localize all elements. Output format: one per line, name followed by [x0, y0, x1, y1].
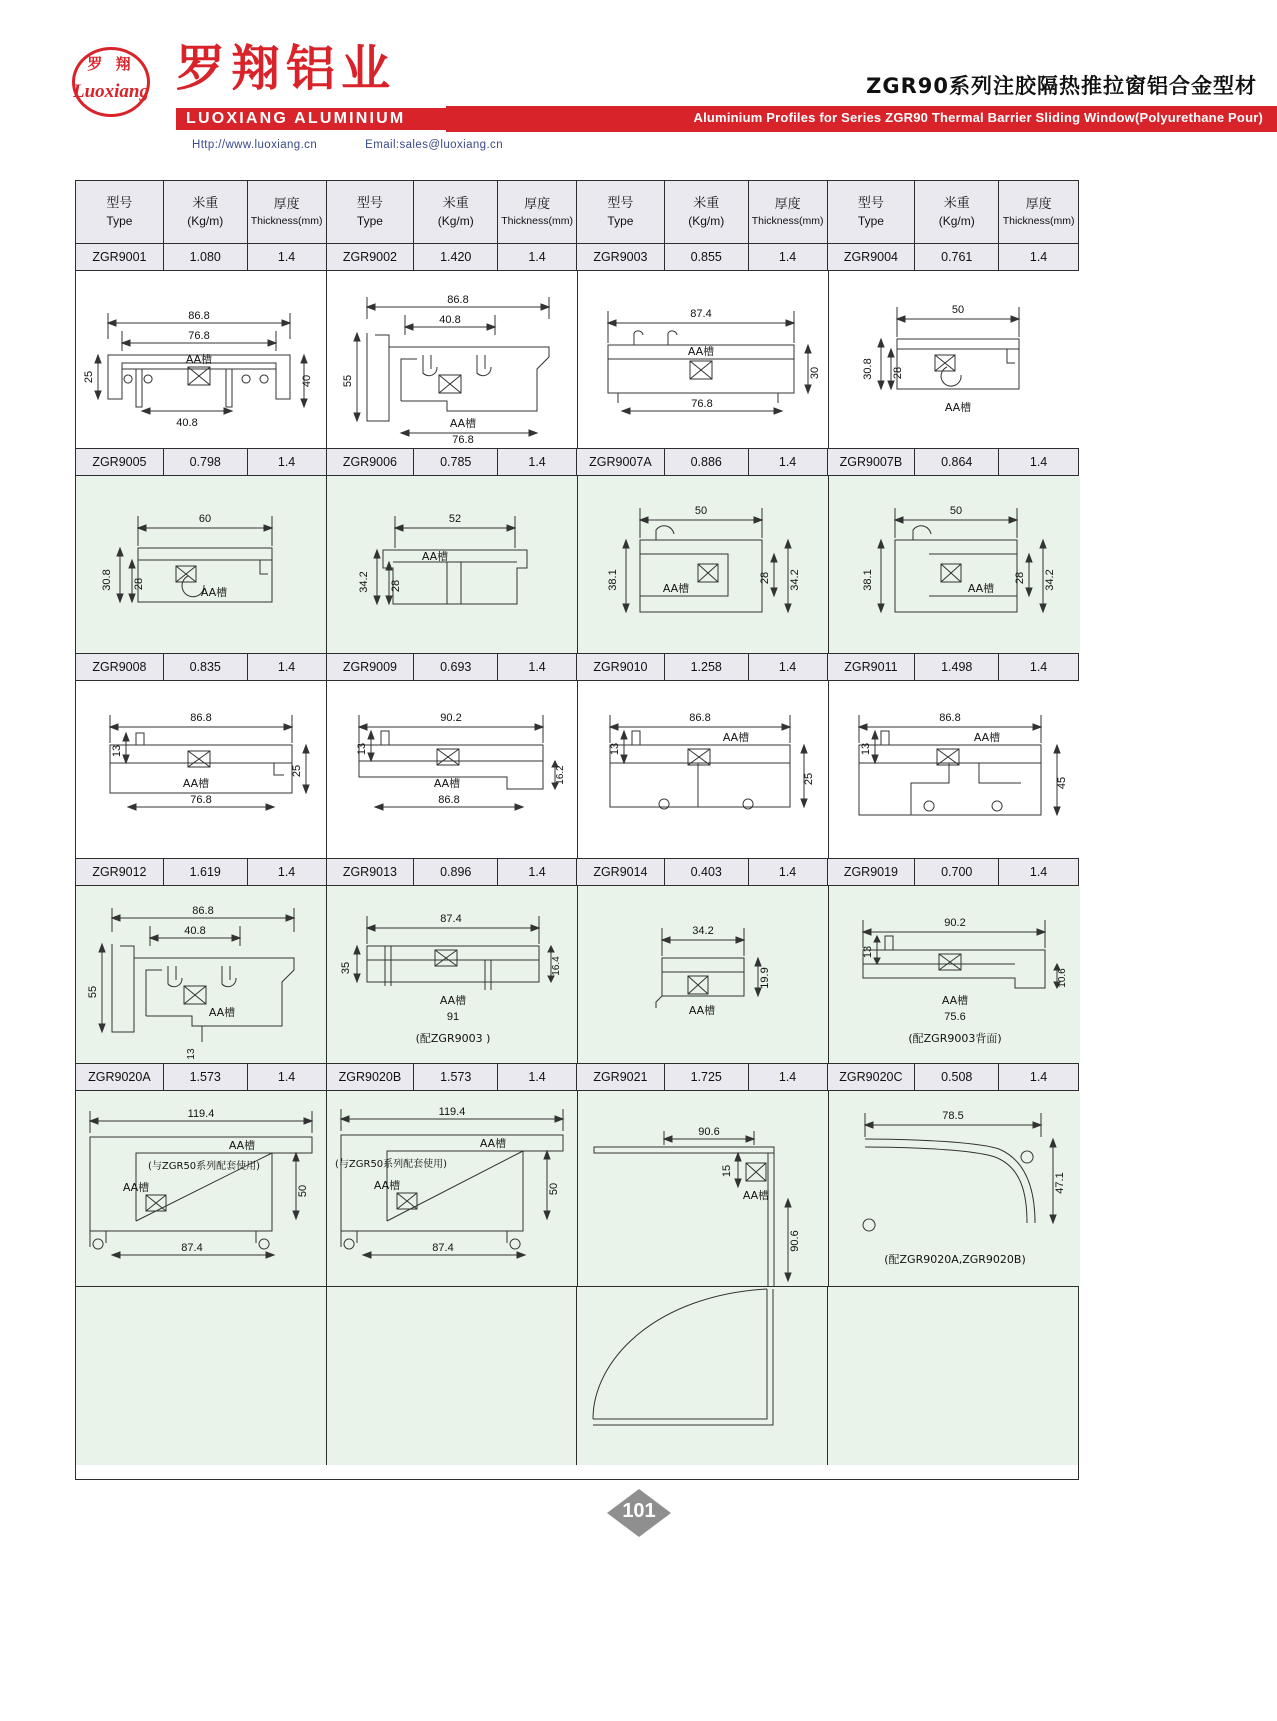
spec-type: ZGR9007A: [577, 449, 665, 475]
figure-cell-zgr9020a: [76, 1091, 327, 1286]
spec-weight: 0.785: [414, 449, 498, 475]
logo-pinyin-text: Luoxiang: [72, 81, 150, 102]
dim-label: 28: [133, 577, 145, 591]
dim-label: 86.8: [939, 712, 961, 724]
spec-thickness: 1.4: [749, 449, 828, 475]
dim-label: 76.8: [452, 434, 474, 446]
dim-label: 87.4: [432, 1242, 454, 1254]
companion-note: (与ZGR50系列配套使用): [148, 1161, 261, 1172]
dim-label: 86.8: [190, 712, 212, 724]
companion-note: (配ZGR9020A,ZGR9020B): [884, 1253, 1026, 1266]
table-header-row: [76, 181, 1078, 244]
figure-cell-zgr9012: [76, 886, 327, 1063]
header-weight-3: [665, 181, 749, 243]
spec-thickness: 1.4: [248, 654, 327, 680]
dim-label: 86.8: [447, 294, 469, 306]
spec-row-1: [76, 244, 1078, 271]
dim-label: 87.4: [690, 308, 712, 320]
spec-type: ZGR9008: [76, 654, 164, 680]
dim-label: AA槽: [941, 994, 969, 1007]
spec-thickness: 1.4: [749, 654, 828, 680]
spec-weight: 1.080: [164, 244, 248, 270]
dim-label: 60: [198, 513, 212, 525]
dim-label: 35: [340, 961, 352, 975]
header-weight-4: [915, 181, 999, 243]
document-title-chinese: ZGR90系列注胶隔热推拉窗铝合金型材: [866, 74, 1257, 98]
spec-thickness: 1.4: [248, 244, 327, 270]
header-type-en: Type: [106, 213, 133, 228]
figure-cell-zgr9020b: [327, 1091, 578, 1286]
dim-label: 25: [291, 764, 303, 778]
spec-type: ZGR9001: [76, 244, 164, 270]
spec-thickness: 1.4: [498, 859, 577, 885]
empty-cell-1: [76, 1287, 327, 1465]
figure-cell-zgr9003: [578, 271, 829, 448]
dim-label: 34.2: [789, 569, 801, 591]
dim-label: 86.8: [689, 712, 711, 724]
dim-label: 25: [83, 370, 95, 384]
dim-label: AA槽: [439, 994, 467, 1007]
spec-thickness: 1.4: [1029, 660, 1048, 674]
spec-type: ZGR9012: [76, 859, 164, 885]
spec-weight: 0.864: [915, 449, 999, 475]
dim-label: 50: [694, 505, 708, 517]
dim-label: 28: [1014, 571, 1026, 585]
figure-cell-zgr9010: [578, 681, 829, 858]
spec-row-3: [76, 654, 1078, 681]
dim-label: 47.1: [1054, 1172, 1066, 1194]
header-thickness-unit: Thickness(mm): [751, 214, 824, 227]
spec-weight: 0.693: [414, 654, 498, 680]
dim-label: 13: [186, 1048, 197, 1060]
figure-cell-zgr9007b: [829, 476, 1080, 653]
figure-cell-zgr9006: [327, 476, 578, 653]
header-type-cn: 型号: [356, 196, 383, 212]
dim-label: AA槽: [433, 777, 461, 790]
dim-label: 76.8: [190, 794, 212, 806]
dim-label: 15: [721, 1164, 733, 1178]
dim-label: 13: [111, 744, 123, 758]
spec-type: ZGR9011: [828, 654, 916, 680]
dim-label: 91: [446, 1011, 460, 1023]
header-type-cn: 型号: [106, 196, 133, 212]
figure-cell-zgr9009: [327, 681, 578, 858]
dim-label: 52: [448, 513, 462, 525]
dim-label: AA槽: [742, 1189, 770, 1202]
dim-label: 40.8: [184, 925, 206, 937]
header-thickness-cn: 厚度: [524, 197, 551, 213]
spec-row-5: [76, 1064, 1078, 1091]
dim-label: 40.8: [176, 417, 198, 429]
dim-label: 90.2: [944, 917, 966, 929]
dim-label: 16.2: [555, 765, 566, 785]
header-weight-cn: 米重: [943, 196, 970, 212]
spec-thickness: 1.4: [248, 449, 327, 475]
spec-type: ZGR9020C: [828, 1064, 916, 1090]
dim-label: 45: [1056, 776, 1068, 790]
header-thickness-1: [248, 181, 327, 243]
dim-label: 76.8: [691, 398, 713, 410]
dim-label: 86.8: [188, 310, 210, 322]
dim-label: 40.8: [439, 314, 461, 326]
contact-info: [192, 139, 503, 151]
spec-thickness: 1.4: [248, 859, 327, 885]
dim-label: AA槽: [973, 731, 1001, 744]
dim-label: 55: [342, 374, 354, 388]
figure-cell-zgr9014: [578, 886, 829, 1063]
spec-thickness: 1.4: [749, 244, 828, 270]
dim-label: AA槽: [182, 777, 210, 790]
spec-weight: 0.855: [665, 244, 749, 270]
spec-weight: 0.835: [164, 654, 248, 680]
header-thickness-4: [999, 181, 1078, 243]
dim-label: 19.9: [759, 967, 771, 989]
spec-thickness: 1.4: [1029, 1070, 1048, 1084]
dim-label: 90.2: [440, 712, 462, 724]
dim-label: 119.4: [187, 1108, 215, 1120]
spec-type: ZGR9009: [327, 654, 415, 680]
dim-label: 87.4: [181, 1242, 203, 1254]
dim-label: AA槽: [208, 1006, 236, 1019]
header-weight-1: [164, 181, 248, 243]
empty-cell-2: [327, 1287, 578, 1465]
spec-thickness: 1.4: [498, 654, 577, 680]
figure-cell-zgr9020c: [829, 1091, 1080, 1286]
figure-cell-zgr9013: [327, 886, 578, 1063]
spec-weight: 1.619: [164, 859, 248, 885]
header-weight-unit: (Kg/m): [437, 213, 474, 228]
spec-row-2: [76, 449, 1078, 476]
dim-label: 34.2: [1044, 569, 1056, 591]
spec-weight: 1.498: [915, 654, 999, 680]
header-type-en: Type: [356, 213, 383, 228]
profile-spec-table: [75, 180, 1079, 1480]
spec-weight: 1.573: [414, 1064, 498, 1090]
header-weight-unit: (Kg/m): [187, 213, 224, 228]
empty-cell-4: [828, 1287, 1079, 1465]
brand-name-chinese: 罗翔铝业: [176, 40, 397, 97]
figure-cell-zgr9008: [76, 681, 327, 858]
header-thickness-unit: Thickness(mm): [1002, 214, 1075, 227]
spec-type: ZGR9006: [327, 449, 415, 475]
dim-label: AA槽: [944, 401, 972, 414]
spec-thickness: 1.4: [498, 1064, 577, 1090]
dim-label: AA槽: [185, 353, 213, 366]
spec-row-4: [76, 859, 1078, 886]
dim-label: AA槽: [449, 417, 477, 430]
dim-label: AA槽: [200, 586, 228, 599]
header-thickness-3: [749, 181, 828, 243]
email-text: Email:sales@luoxiang.cn: [365, 139, 503, 151]
brand-name-english: LUOXIANG ALUMINIUM: [186, 110, 406, 127]
page-number: 101: [622, 1500, 656, 1522]
spec-type: ZGR9020B: [327, 1064, 415, 1090]
page-header: [0, 0, 1277, 168]
header-weight-unit: (Kg/m): [688, 213, 725, 228]
logo-chinese-text: 罗 翔: [87, 55, 135, 73]
spec-thickness: 1.4: [1029, 250, 1048, 264]
figure-cell-zgr9019: [829, 886, 1080, 1063]
dim-label: 119.4: [438, 1106, 466, 1118]
dim-label: 87.4: [440, 913, 462, 925]
header-thickness-cn: 厚度: [1025, 197, 1052, 213]
dim-label: 40: [301, 374, 313, 388]
spec-type: ZGR9003: [577, 244, 665, 270]
spec-thickness: 1.4: [498, 449, 577, 475]
dim-label: 34.2: [692, 925, 714, 937]
dim-label: 13: [609, 742, 621, 756]
dim-label: 90.6: [789, 1230, 801, 1252]
header-type-en: Type: [857, 213, 884, 228]
spec-type: ZGR9020A: [76, 1064, 164, 1090]
figure-cell-zgr9002: [327, 271, 578, 448]
dim-label: AA槽: [967, 582, 995, 595]
dim-label: 13: [860, 742, 872, 756]
header-weight-2: [414, 181, 498, 243]
dim-label: 25: [803, 772, 815, 786]
spec-weight: 1.725: [665, 1064, 749, 1090]
dim-label: 38.1: [862, 569, 874, 591]
figure-row-5: [76, 1091, 1078, 1287]
dim-label: 30.8: [101, 569, 113, 591]
spec-weight: 1.258: [665, 654, 749, 680]
dim-label: AA槽: [687, 345, 715, 358]
dim-label: 90.6: [698, 1126, 720, 1138]
header-type-cn: 型号: [607, 196, 634, 212]
header-weight-cn: 米重: [192, 196, 219, 212]
dim-label: 86.8: [192, 905, 214, 917]
spec-type: ZGR9002: [327, 244, 415, 270]
spec-weight: 1.420: [414, 244, 498, 270]
header-thickness-2: [498, 181, 577, 243]
spec-weight: 1.573: [164, 1064, 248, 1090]
figure-cell-zgr9004: [829, 271, 1080, 448]
empty-cell-3: [577, 1287, 828, 1465]
figure-cell-zgr9001: [76, 271, 327, 448]
dim-label: 13: [862, 945, 874, 959]
header-type-cn: 型号: [857, 196, 884, 212]
dim-label: 34.2: [358, 571, 370, 593]
spec-type: ZGR9014: [577, 859, 665, 885]
spec-weight: 0.798: [164, 449, 248, 475]
dim-label: AA槽: [479, 1137, 507, 1150]
dim-label: 30: [809, 366, 821, 380]
dim-label: 38.1: [607, 569, 619, 591]
dim-label: AA槽: [373, 1179, 401, 1192]
spec-weight: 0.508: [915, 1064, 999, 1090]
header-thickness-unit: Thickness(mm): [250, 214, 323, 227]
dim-label: 50: [297, 1184, 309, 1198]
spec-thickness: 1.4: [1029, 865, 1048, 879]
spec-weight: 0.403: [665, 859, 749, 885]
figure-row-1: [76, 271, 1078, 449]
spec-type: ZGR9013: [327, 859, 415, 885]
spec-weight: 0.886: [665, 449, 749, 475]
dim-label: AA槽: [421, 550, 449, 563]
dim-label: 28: [759, 571, 771, 585]
dim-label: 30.8: [862, 358, 874, 380]
header-type-4: [828, 181, 916, 243]
header-weight-cn: 米重: [693, 196, 720, 212]
figure-cell-zgr9005: [76, 476, 327, 653]
companion-note: (配ZGR9003背面): [908, 1032, 1002, 1045]
spec-weight: 0.896: [414, 859, 498, 885]
page-number-badge: [585, 1489, 693, 1545]
dim-label: 78.5: [942, 1110, 964, 1122]
header-type-2: [327, 181, 415, 243]
figure-row-2: [76, 476, 1078, 654]
spec-type: ZGR9010: [577, 654, 665, 680]
spec-weight: 0.761: [915, 244, 999, 270]
dim-label: AA槽: [722, 731, 750, 744]
dim-label: 50: [548, 1182, 560, 1196]
header-thickness-unit: Thickness(mm): [501, 214, 573, 227]
company-logo: [72, 45, 152, 120]
spec-thickness: 1.4: [749, 1064, 828, 1090]
header-weight-unit: (Kg/m): [938, 213, 975, 228]
figure-cell-zgr9011: [829, 681, 1080, 858]
companion-note: (配ZGR9003 ): [415, 1032, 491, 1045]
website-text: Http://www.luoxiang.cn: [192, 139, 318, 151]
dim-label: AA槽: [662, 582, 690, 595]
figure-row-3: [76, 681, 1078, 859]
spec-type: ZGR9019: [828, 859, 916, 885]
spec-weight: 0.700: [915, 859, 999, 885]
dim-label: 13: [356, 742, 368, 756]
companion-note: (与ZGR50系列配套使用): [335, 1159, 448, 1170]
figure-cell-zgr9021: [578, 1091, 829, 1286]
dim-label: 28: [892, 366, 904, 380]
dim-label: 76.8: [188, 330, 210, 342]
header-type-1: [76, 181, 164, 243]
header-type-en: Type: [607, 213, 634, 228]
spec-thickness: 1.4: [1029, 455, 1048, 469]
header-weight-cn: 米重: [442, 196, 469, 212]
document-title-english: Aluminium Profiles for Series ZGR90 Thermal Barrier Sliding Window(Polyurethane Pour): [693, 110, 1263, 125]
dim-label: 86.8: [438, 794, 460, 806]
figure-row-empty: [76, 1287, 1078, 1465]
spec-thickness: 1.4: [248, 1064, 327, 1090]
dim-label: AA槽: [688, 1004, 716, 1017]
dim-label: 50: [949, 505, 963, 517]
spec-thickness: 1.4: [498, 244, 577, 270]
spec-type: ZGR9021: [577, 1064, 665, 1090]
dim-label: 55: [87, 985, 99, 999]
dim-label: 50: [951, 304, 965, 316]
dim-label: 10.6: [1057, 968, 1068, 988]
dim-label: AA槽: [122, 1181, 150, 1194]
header-thickness-cn: 厚度: [774, 197, 801, 213]
dim-label: AA槽: [228, 1139, 256, 1152]
spec-type: ZGR9004: [828, 244, 916, 270]
figure-cell-zgr9007a: [578, 476, 829, 653]
header-type-3: [577, 181, 665, 243]
spec-type: ZGR9007B: [828, 449, 916, 475]
figure-row-4: [76, 886, 1078, 1064]
spec-thickness: 1.4: [749, 859, 828, 885]
dim-label: 16.4: [551, 956, 562, 976]
dim-label: 75.6: [944, 1011, 966, 1023]
spec-type: ZGR9005: [76, 449, 164, 475]
dim-label: 28: [390, 579, 402, 593]
header-thickness-cn: 厚度: [273, 197, 300, 213]
